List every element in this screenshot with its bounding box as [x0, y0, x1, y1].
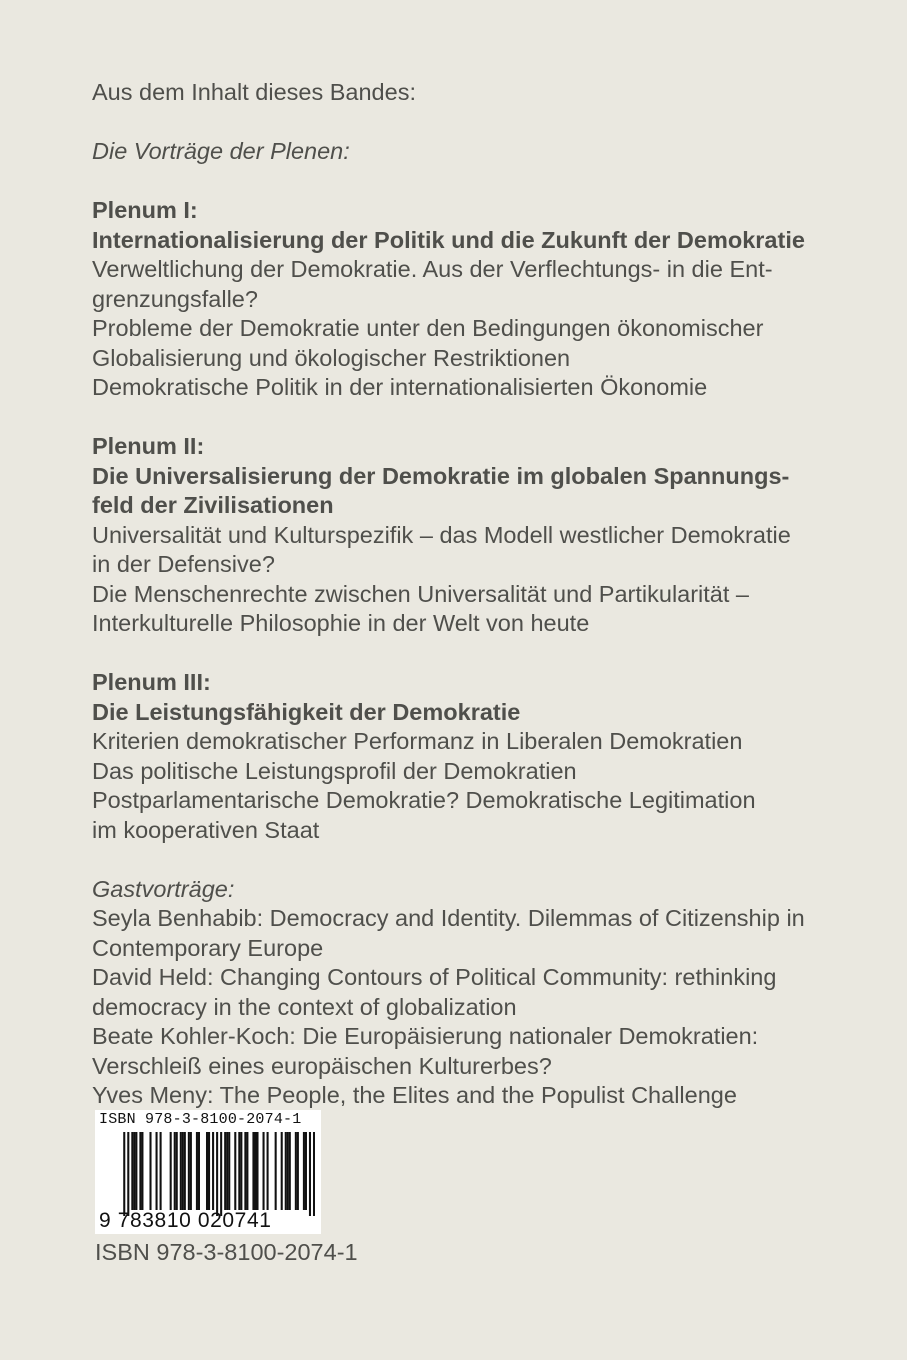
barcode-bar [216, 1132, 218, 1216]
plenum-1-line: Probleme der Demokratie unter den Bedingungen ökonomischer [92, 315, 764, 341]
plenum-2-line: in der Defensive? [92, 551, 275, 577]
barcode-bar [275, 1132, 277, 1210]
plenum-1-line: Demokratische Politik in der internationalisierten Ökonomie [92, 374, 708, 400]
barcode-bar [156, 1132, 158, 1210]
barcode-bar [160, 1132, 162, 1210]
plenum-1-line: Globalisierung und ökologischer Restriktionen [92, 344, 571, 371]
barcode-bar [174, 1132, 176, 1210]
barcode [95, 1110, 321, 1234]
barcode-bar [170, 1132, 172, 1210]
plenum-1-title: Plenum I: [92, 197, 198, 223]
plenum-1-line: Verweltlichung der Demokratie. Aus der Verflechtungs- in die Ent- [92, 256, 773, 282]
barcode-bar [289, 1132, 291, 1210]
barcode-bar [287, 1132, 289, 1210]
barcode-bar [256, 1132, 258, 1210]
barcode-bar [228, 1132, 230, 1210]
barcode-bar [176, 1132, 178, 1210]
plenum-2-title: Plenum II: [92, 433, 205, 459]
barcode-bar [267, 1132, 269, 1210]
barcode-bar [139, 1132, 141, 1210]
barcode-bar [180, 1132, 182, 1210]
barcode-bar [285, 1132, 287, 1210]
guest-line: democracy in the context of globalization [92, 993, 517, 1020]
plenum-3-title: Plenum III: [92, 669, 211, 695]
barcode-bar [198, 1132, 200, 1210]
guest-line: Beate Kohler-Koch: Die Europäisierung nationaler Demokratien: [92, 1023, 759, 1049]
barcode-bar [263, 1132, 265, 1210]
barcode-bar [133, 1132, 135, 1210]
plenum-3-line: Postparlamentarische Demokratie? Demokratische Legitimation [92, 787, 756, 813]
barcode-bar [196, 1132, 198, 1210]
barcode-bar [212, 1132, 214, 1210]
barcode-bar [135, 1132, 137, 1210]
plenum-2-subtitle: Die Universalisierung der Demokratie im globalen Spannungs- [92, 462, 790, 489]
barcode-bars [99, 1132, 315, 1216]
barcode-bar [297, 1132, 299, 1210]
guest-line: Contemporary Europe [92, 934, 324, 961]
plenum-3-line: Das politische Leistungsprofil der Demokratien [92, 757, 577, 784]
barcode-bar [240, 1132, 242, 1210]
barcode-bar [188, 1132, 190, 1210]
barcode-bar [238, 1132, 240, 1210]
plenum-2-line: Universalität und Kulturspezifik – das Modell westlicher Demokratie [92, 521, 791, 548]
barcode-bar [244, 1132, 246, 1210]
barcode-bar [220, 1132, 222, 1216]
plenum-3-section [92, 668, 852, 845]
back-cover-text [92, 78, 852, 1111]
plenum-2-line: Die Menschenrechte zwischen Universalität und Partikularität – [92, 580, 750, 607]
barcode-bar [123, 1132, 125, 1216]
barcode-bar [226, 1132, 228, 1210]
barcode-bar [141, 1132, 143, 1210]
guest-heading: Gastvorträge: [92, 875, 235, 902]
barcode-bar [305, 1132, 307, 1210]
barcode-bar [295, 1132, 297, 1210]
lectures-heading: Die Vorträge der Plenen: [92, 138, 350, 164]
barcode-bar [224, 1132, 226, 1210]
barcode-bar [208, 1132, 210, 1210]
guest-line: Seyla Benhabib: Democracy and Identity. Dilemmas of Citizenship in [92, 905, 805, 931]
barcode-bar [131, 1132, 133, 1210]
barcode-digits: 9 783810 020741 [99, 1209, 272, 1232]
barcode-bar [149, 1132, 151, 1210]
barcode-bar [246, 1132, 248, 1210]
plenum-3-subtitle: Die Leistungsfähigkeit der Demokratie [92, 698, 521, 725]
plenum-2-section [92, 432, 852, 639]
guest-line: David Held: Changing Contours of Political Community: rethinking [92, 964, 777, 990]
plenum-1-subtitle: Internationalisierung der Politik und die Zukunft der Demokratie [92, 226, 805, 253]
barcode-bar [313, 1132, 315, 1216]
barcode-bar [234, 1132, 236, 1210]
barcode-bar [309, 1132, 311, 1216]
barcode-bar [281, 1132, 283, 1210]
plenum-2-line: Interkulturelle Philosophie in der Welt von heute [92, 610, 590, 636]
barcode-bar [182, 1132, 184, 1210]
barcode-bar [190, 1132, 192, 1210]
guest-line: Yves Meny: The People, the Elites and the Populist Challenge [92, 1082, 737, 1108]
guest-line: Verschleiß eines europäischen Kulturerbes? [92, 1052, 552, 1079]
barcode-bar [206, 1132, 208, 1210]
plenum-3-line: Kriterien demokratischer Performanz in Liberalen Demokratien [92, 728, 743, 754]
plenum-1-line: grenzungsfalle? [92, 285, 258, 312]
barcode-bar [303, 1132, 305, 1210]
plenum-3-line: im kooperativen Staat [92, 816, 320, 843]
barcode-bar [127, 1132, 129, 1216]
isbn-line: ISBN 978-3-8100-2074-1 [95, 1239, 358, 1265]
barcode-bar [254, 1132, 256, 1210]
barcode-isbn-label: ISBN 978-3-8100-2074-1 [99, 1111, 302, 1128]
plenum-1-section [92, 196, 852, 403]
intro-line: Aus dem Inhalt dieses Bandes: [92, 79, 416, 105]
guest-section [92, 875, 852, 1111]
plenum-2-subtitle: feld der Zivilisationen [92, 492, 334, 518]
barcode-bar [252, 1132, 254, 1210]
barcode-bar [184, 1132, 186, 1210]
